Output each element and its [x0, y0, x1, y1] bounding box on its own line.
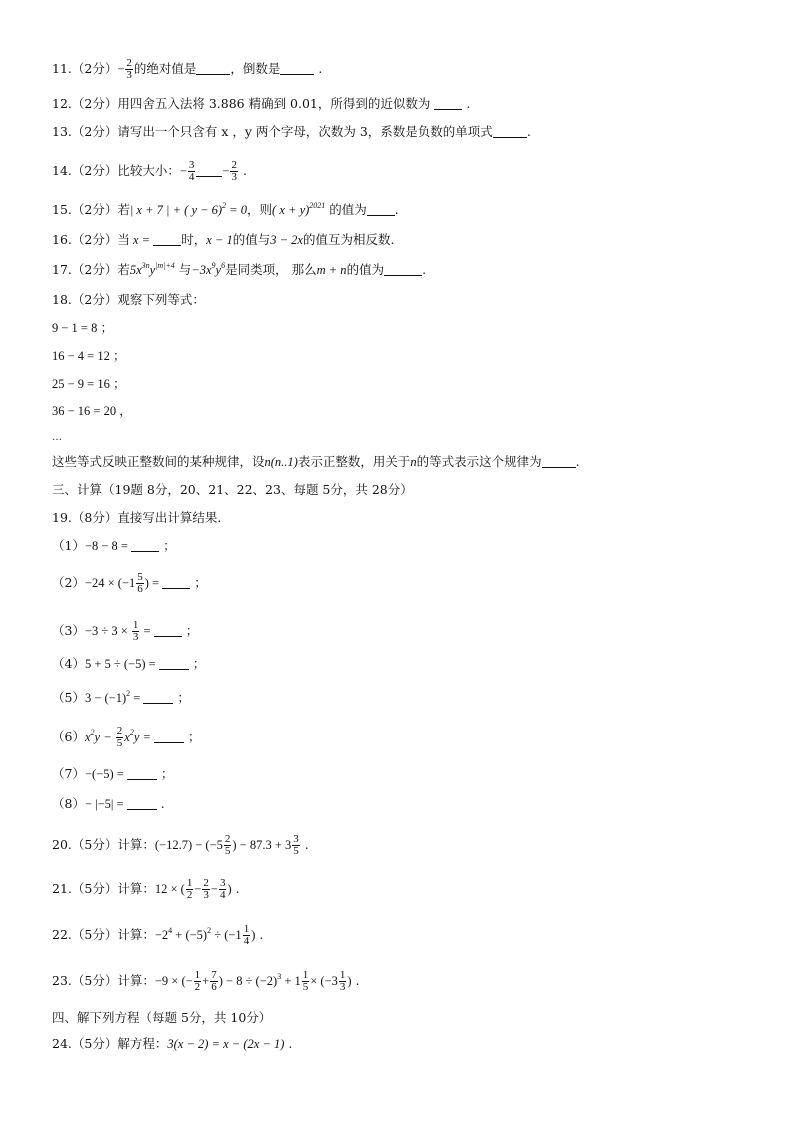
answer-blank [154, 730, 184, 743]
q19-sub-4: （4）5 + 5 ÷ (−5) = ； [52, 656, 206, 671]
section-4-heading: 四、解下列方程（每题 5分，共 10分） [52, 1010, 272, 1025]
question-13: 13.（2分）请写出一个只含有 x ，y 两个字母，次数为 3，系数是负数的单项式 . [52, 124, 531, 139]
question-17: 17.（2分）若$5x^{3n}y^{|m|+4}$ 与$-3x^9y^6$是同类项， 那么m + n的值为 . [52, 261, 427, 277]
answer-blank [542, 455, 576, 468]
question-21: 21.（5分）计算：12 × ( $\frac{1}{2}$ − $\frac{2}{3}$ − $\frac{3}{4}$ ) . [52, 877, 240, 901]
question-14: 14.（2分）比较大小：− $\frac{3}{4}$ − $\frac{2}{3}$ . [52, 159, 247, 183]
q19-sub-1: （1）−8 − 8 = ； [52, 538, 176, 553]
equation-2: 16 − 4 = 12 ； [52, 349, 126, 363]
question-24: 24.（5分）解方程：3(x − 2) = x − (2x − 1) . [52, 1036, 293, 1051]
question-16: 16.（2分）当 x = 时，x − 1的值与3 − 2x的值互为相反数. [52, 232, 395, 247]
equation-4: 36 − 16 = 20 ， [52, 404, 132, 418]
answer-blank [384, 263, 422, 276]
q19-sub-3: （3）−3 ÷ 3 × $\frac{1}{3}$ = ； [52, 619, 199, 643]
answer-blank [434, 97, 462, 110]
equation-3: 25 − 9 = 16 ； [52, 377, 126, 391]
question-23: 23.（5分）计算：−9 × (− $\frac{1}{2}$ + $\frac{7}{6}$ ) − $8 \div (-2)^3 + 1$ $\frac{1}{5}$ × (−3 $\frac{1}{3}$ ) . [52, 969, 360, 993]
question-22: 22.（5分）计算：$-2^4 + (-5)^2 \div (-1$ $\frac{1}{4}$ ) . [52, 923, 264, 947]
q19-sub-5: $(5)3 - (-1)^2$ = ； [52, 689, 190, 705]
answer-blank [143, 691, 173, 704]
answer-blank [493, 125, 527, 138]
q19-sub-6: $(6)x^2y$ − $\frac{2}{5}$ $x^2y$ = ； [52, 725, 201, 749]
ellipsis: … [52, 432, 62, 443]
answer-blank [159, 657, 189, 670]
question-20: 20.（5分）计算：(−12.7) − (−5 $\frac{2}{5}$ ) − 87.3 + 3 $\frac{3}{5}$ . [52, 833, 309, 857]
question-19: 19.（8分）直接写出计算结果. [52, 510, 222, 525]
answer-blank [153, 233, 181, 246]
question-18: 18.（2分）观察下列等式： [52, 292, 205, 307]
question-11: 11.（2分）− $\frac{2}{3}$ 的绝对值是 ，倒数是 . [52, 57, 323, 81]
answer-blank [280, 62, 314, 75]
answer-blank [196, 62, 230, 75]
question-18-summary: 这些等式反映正整数间的某种规律，设n(n..1)表示正整数，用关于n的等式表示这个规律为 . [52, 454, 580, 469]
answer-blank [162, 576, 190, 589]
answer-blank [154, 624, 182, 637]
answer-blank [196, 164, 222, 177]
question-12: 12.（2分）用四舍五入法将 3.886 精确到 0.01，所得到的近似数为 . [52, 96, 471, 111]
section-3-heading: 三、计算（19题 8分，20、21、22、23、每题 5分，共 28分） [52, 482, 413, 497]
q19-sub-7: （7）−(−5) = ； [52, 766, 174, 781]
equation-1: 9 − 1 = 8 ； [52, 321, 113, 335]
answer-blank [367, 203, 395, 216]
answer-blank [131, 539, 159, 552]
question-15: 15.（2分）若| x + 7 | + ( y − 6)$^2$ = 0，则( x + y)$^{2021}$ 的值为 . [52, 201, 399, 217]
answer-blank [127, 797, 157, 810]
answer-blank [127, 767, 157, 780]
q19-sub-2: （2）−24 × (−1 $\frac{5}{6}$ ) = ； [52, 571, 207, 595]
q19-sub-8: （8）− |−5| = . [52, 796, 165, 811]
